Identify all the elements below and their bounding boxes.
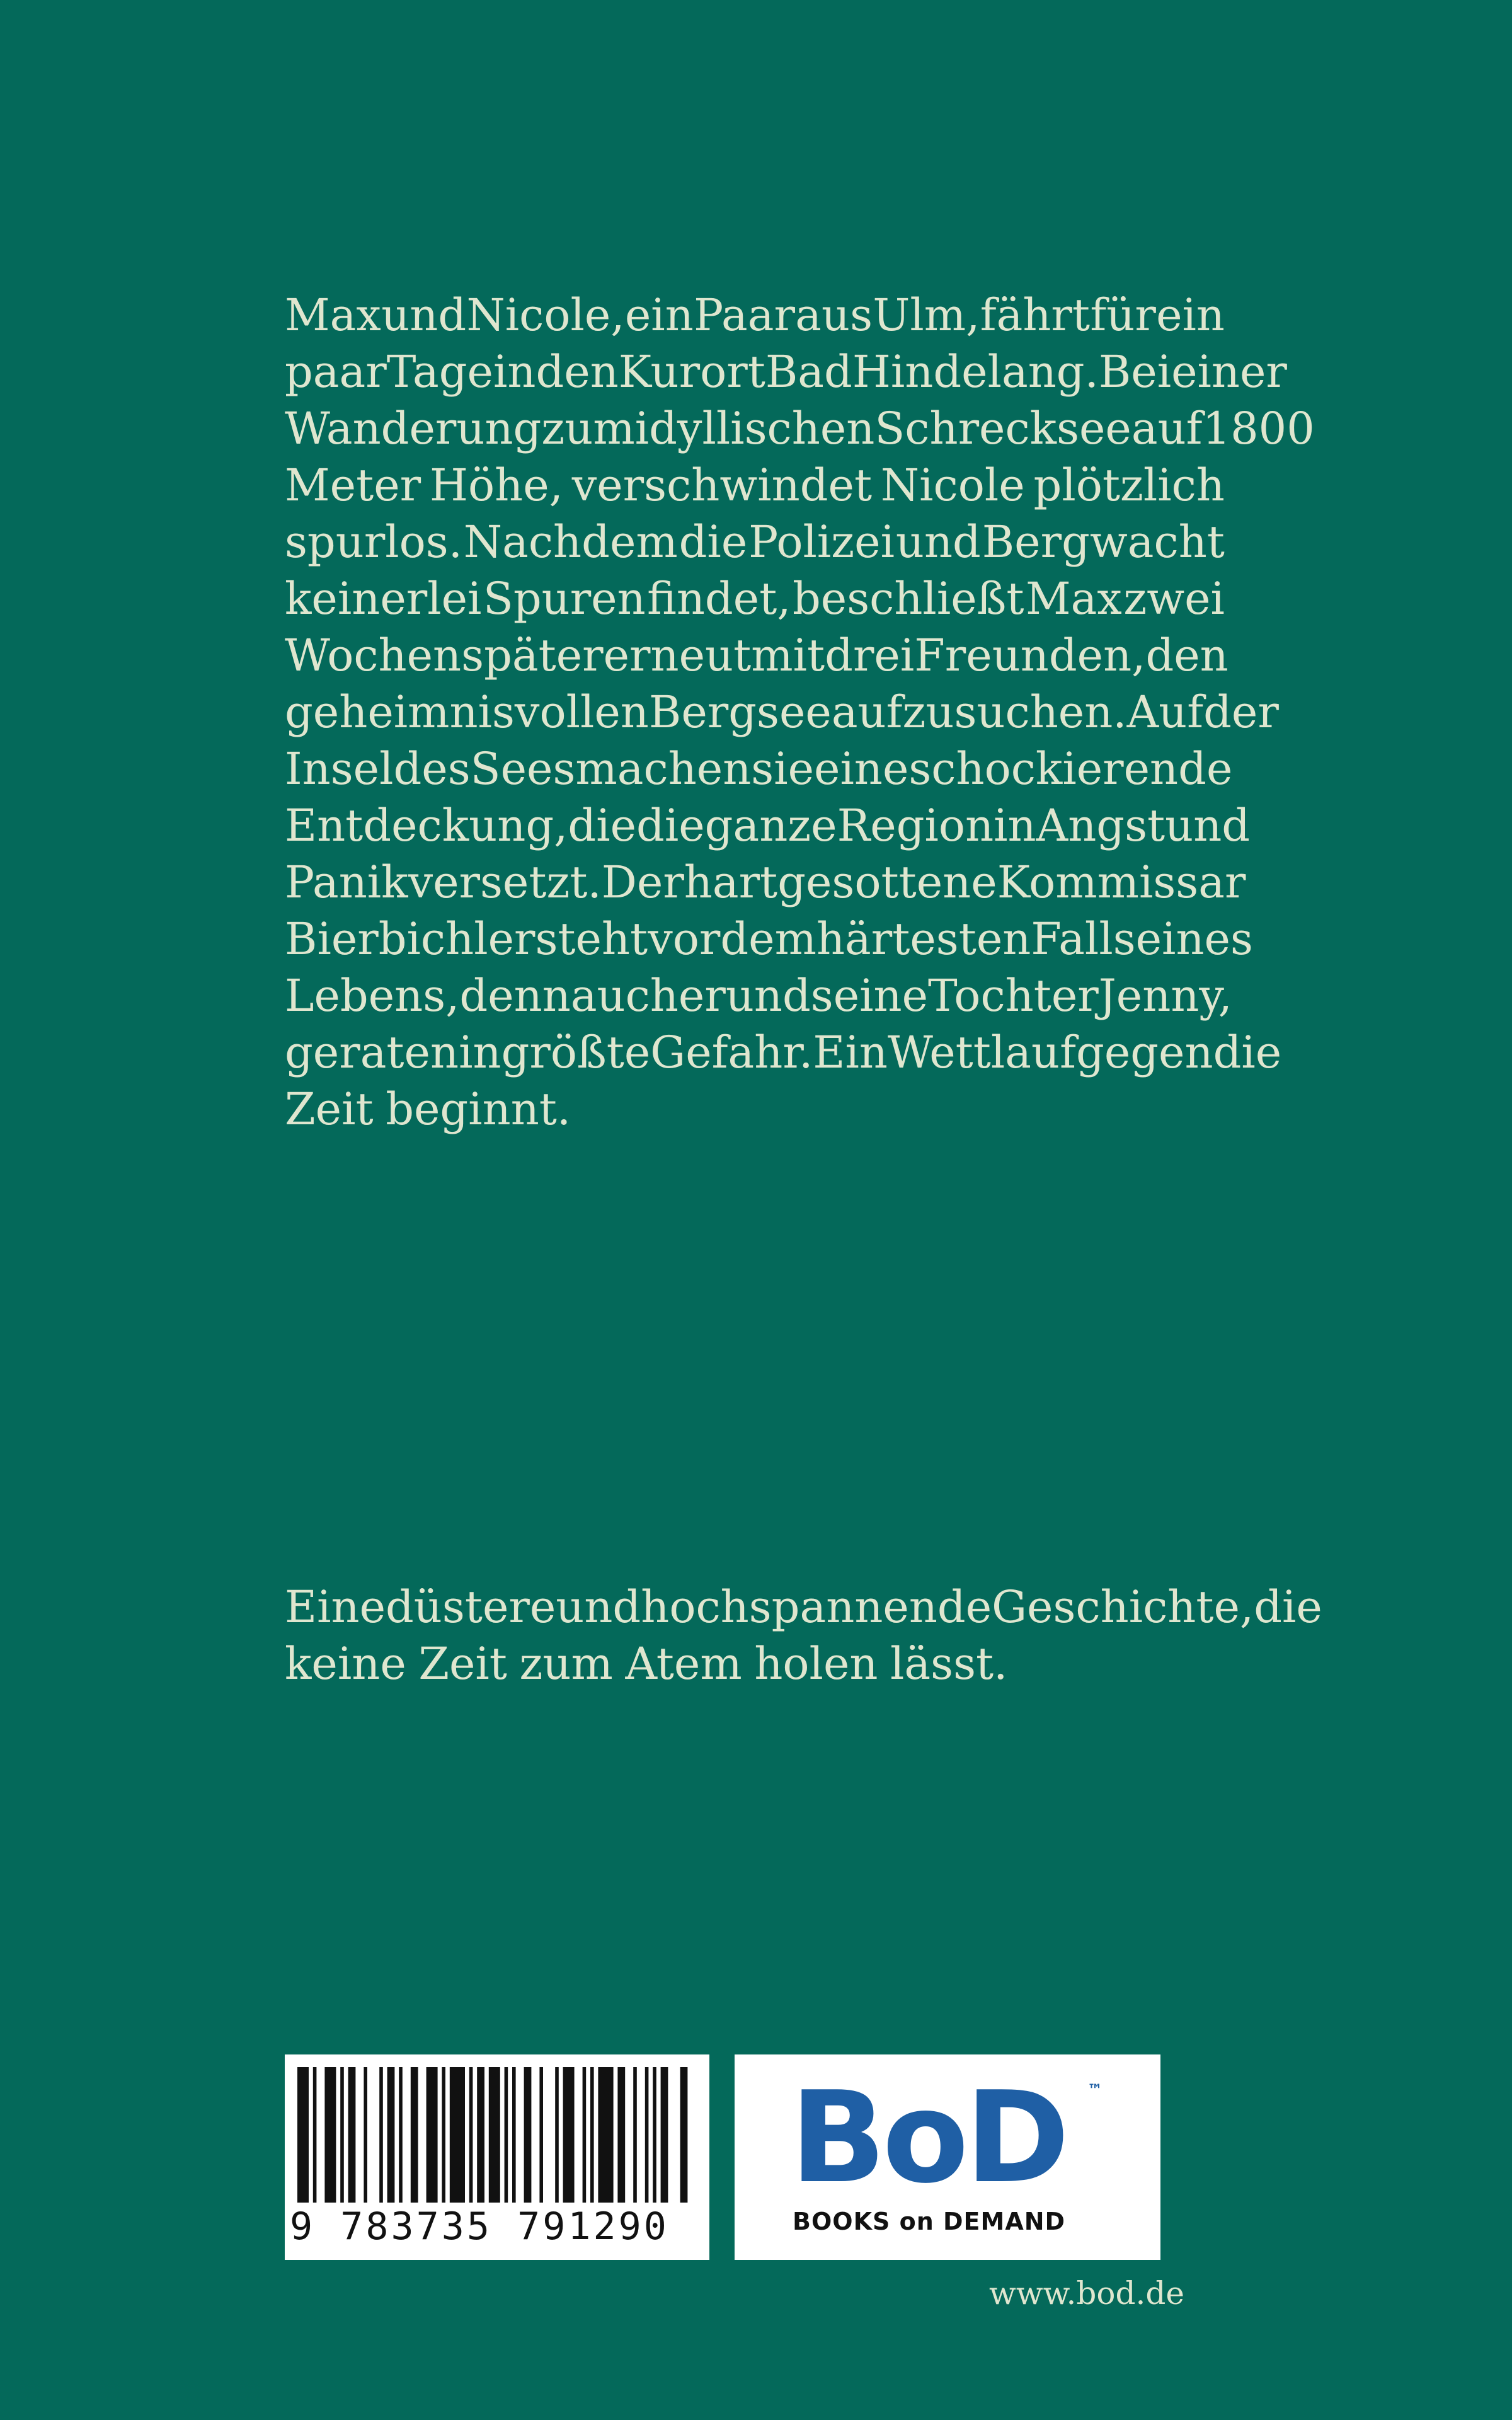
blurb-word: einer xyxy=(1171,346,1287,398)
blurb-word: machen xyxy=(575,743,752,795)
blurb-word: zwei xyxy=(1123,573,1225,625)
blurb-word: aufzusuchen. xyxy=(831,686,1127,738)
blurb-word: und xyxy=(381,289,467,341)
blurb-word: Bergsee xyxy=(648,686,832,738)
blurb-word: plötzlich xyxy=(1033,459,1225,511)
blurb-word: Zeit xyxy=(285,1083,374,1135)
blurb-word: die xyxy=(679,516,748,568)
barcode-bar xyxy=(539,2067,543,2203)
blurb-word: Panik xyxy=(285,856,408,908)
barcode-bar xyxy=(645,2067,649,2203)
blurb-word: Kurort xyxy=(618,346,765,398)
blurb-word: den xyxy=(1145,630,1228,681)
blurb-word: Region xyxy=(837,800,994,851)
barcode-bar xyxy=(512,2067,516,2203)
blurb-word: Nicole, xyxy=(466,289,625,341)
tagline-line xyxy=(285,1579,1322,1635)
blurb-word: Fall xyxy=(1031,913,1113,965)
blurb-word: Jenny, xyxy=(1098,970,1232,1022)
blurb-word: Spuren xyxy=(483,573,646,625)
blurb-word: versetzt. xyxy=(408,856,602,908)
blurb-word: Kommissar xyxy=(997,856,1246,908)
blurb-line xyxy=(285,570,1225,627)
blurb-word: aus xyxy=(795,289,873,341)
barcode-bars xyxy=(297,2067,697,2203)
blurb-word: des xyxy=(393,743,471,795)
blurb-word: Sees xyxy=(470,743,576,795)
barcode-bar xyxy=(411,2067,418,2203)
blurb-word: Gefahr. xyxy=(650,1027,813,1078)
blurb-word: Polizei xyxy=(748,516,895,568)
blurb-line xyxy=(285,287,1225,343)
blurb-word: geraten xyxy=(285,1027,459,1078)
barcode-bar xyxy=(477,2067,484,2203)
blurb-word: in xyxy=(493,346,536,398)
barcode-bar xyxy=(442,2067,445,2203)
blurb-word: findet, xyxy=(647,573,791,625)
blurb-word: Schrecksee xyxy=(874,403,1131,454)
blurb-word: schockierende xyxy=(908,743,1233,795)
blurb-word: fährt xyxy=(980,289,1091,341)
blurb-word: drei xyxy=(825,630,915,681)
publisher-website: www.bod.de xyxy=(989,2275,1184,2312)
blurb-word: und xyxy=(725,970,811,1022)
tagline-word: hochspannende xyxy=(641,1581,992,1633)
blurb-line xyxy=(285,627,1228,684)
blurb-word: und xyxy=(1165,800,1251,851)
blurb-word: sie xyxy=(751,743,815,795)
barcode-bar xyxy=(324,2067,336,2203)
blurb-word: Nicole xyxy=(880,459,1025,511)
tagline-word: düstere xyxy=(386,1581,556,1633)
tagline-word: Geschichte, xyxy=(992,1581,1254,1633)
barcode-bar xyxy=(505,2067,508,2203)
barcode-bar xyxy=(348,2067,356,2203)
blurb-word: seine xyxy=(810,970,929,1022)
tagline-text xyxy=(285,1579,1322,1692)
blurb-word: Hindelang. xyxy=(852,346,1099,398)
barcode-bar xyxy=(633,2067,637,2203)
blurb-word: Tage xyxy=(386,346,493,398)
blurb-word: eine xyxy=(814,743,909,795)
barcode-bar xyxy=(598,2067,613,2203)
blurb-word: Entdeckung, xyxy=(285,800,568,851)
blurb-word: die xyxy=(636,800,705,851)
barcode-bar xyxy=(590,2067,594,2203)
blurb-word: Paar xyxy=(694,289,795,341)
blurb-word: der xyxy=(1203,686,1279,738)
blurb-word: Wanderung xyxy=(285,403,542,454)
barcode-bar xyxy=(583,2067,587,2203)
blurb-word: in xyxy=(994,800,1036,851)
tagline-word: lässt. xyxy=(890,1638,1008,1690)
blurb-word: Bierbichler xyxy=(285,913,536,965)
blurb-word: spurlos. xyxy=(285,516,462,568)
blurb-word: Tochter xyxy=(928,970,1099,1022)
tagline-word: die xyxy=(1254,1581,1322,1633)
barcode-bar xyxy=(313,2067,317,2203)
blurb-word: erneut xyxy=(603,630,752,681)
blurb-word: in xyxy=(459,1027,501,1078)
blurb-word: die xyxy=(568,800,637,851)
blurb-word: mit xyxy=(751,630,825,681)
blurb-word: Höhe, xyxy=(429,459,563,511)
blurb-line xyxy=(285,514,1225,570)
tagline-word: Zeit xyxy=(418,1638,507,1690)
blurb-word: geheimnisvollen xyxy=(285,686,649,738)
blurb-line xyxy=(285,684,1279,740)
blurb-line xyxy=(285,854,1246,911)
bod-logo-text: BoD xyxy=(790,2065,1066,2211)
tagline-word: Eine xyxy=(285,1581,386,1633)
blurb-word: keinerlei xyxy=(285,573,482,625)
blurb-word: Ulm, xyxy=(873,289,980,341)
barcode-bar xyxy=(469,2067,473,2203)
barcode-bar xyxy=(340,2067,344,2203)
blurb-word: ganze xyxy=(704,800,837,851)
blurb-line xyxy=(285,1081,1225,1138)
blurb-word: ein xyxy=(1156,289,1225,341)
blurb-word: denn xyxy=(459,970,571,1022)
barcode-bar xyxy=(427,2067,438,2203)
blurb-word: Wettlauf xyxy=(887,1027,1077,1078)
blurb-word: Angst xyxy=(1036,800,1166,851)
barcode-bar xyxy=(450,2067,465,2203)
barcode-bar xyxy=(563,2067,575,2203)
barcode-bar xyxy=(387,2067,395,2203)
blurb-word: Freunden, xyxy=(914,630,1146,681)
blurb-word: steht xyxy=(535,913,648,965)
blurb-word: den xyxy=(536,346,619,398)
blurb-word: härtesten xyxy=(816,913,1031,965)
blurb-line xyxy=(285,1024,1282,1081)
blurb-text xyxy=(285,287,1315,1138)
isbn-number: 9 783735 791290 xyxy=(290,2204,669,2249)
blurb-word: verschwindet xyxy=(571,459,873,511)
bod-subline: BOOKS on DEMAND xyxy=(793,2208,1066,2235)
blurb-word: hartgesottene xyxy=(684,856,997,908)
barcode-bar xyxy=(297,2067,309,2203)
blurb-word: später xyxy=(461,630,604,681)
blurb-word: vor xyxy=(648,913,721,965)
blurb-word: Max xyxy=(1025,573,1122,625)
blurb-line xyxy=(285,967,1232,1024)
blurb-word: Nachdem xyxy=(463,516,678,568)
barcode-bar xyxy=(364,2067,367,2203)
barcode-bar xyxy=(661,2067,668,2203)
blurb-line xyxy=(285,400,1315,457)
publisher-logo xyxy=(735,2054,1160,2260)
blurb-word: gegen xyxy=(1076,1027,1213,1078)
blurb-word: Bad xyxy=(765,346,852,398)
trademark-mark: ™ xyxy=(1087,2081,1102,2099)
blurb-line xyxy=(285,797,1251,854)
blurb-word: Meter xyxy=(285,459,421,511)
barcode-bar xyxy=(399,2067,403,2203)
tagline-word: holen xyxy=(754,1638,878,1690)
blurb-line xyxy=(285,457,1225,514)
blurb-word: Wochen xyxy=(285,630,462,681)
blurb-word: größte xyxy=(501,1027,651,1078)
barcode-bar xyxy=(489,2067,500,2203)
barcode-bar xyxy=(653,2067,656,2203)
blurb-word: auch xyxy=(570,970,679,1022)
tagline-word: Atem xyxy=(625,1638,742,1690)
tagline-word: keine xyxy=(285,1638,406,1690)
barcode-bar xyxy=(524,2067,532,2203)
blurb-line xyxy=(285,740,1233,797)
blurb-word: seines xyxy=(1113,913,1253,965)
blurb-word: Max xyxy=(285,289,381,341)
isbn-barcode xyxy=(285,2054,709,2260)
blurb-word: für xyxy=(1090,289,1156,341)
blurb-word: dem xyxy=(720,913,816,965)
blurb-word: Bei xyxy=(1098,346,1172,398)
barcode-bar xyxy=(379,2067,383,2203)
blurb-word: die xyxy=(1213,1027,1282,1078)
barcode-bar xyxy=(555,2067,559,2203)
blurb-word: Lebens, xyxy=(285,970,460,1022)
blurb-word: Ein xyxy=(813,1027,888,1078)
tagline-word: zum xyxy=(519,1638,613,1690)
blurb-line xyxy=(285,343,1287,400)
blurb-word: ein xyxy=(624,289,694,341)
blurb-word: Der xyxy=(601,856,684,908)
blurb-word: und xyxy=(895,516,981,568)
blurb-line xyxy=(285,911,1253,967)
blurb-word: beschließt xyxy=(792,573,1024,625)
blurb-word: auf xyxy=(1131,403,1203,454)
tagline-word: und xyxy=(556,1581,641,1633)
blurb-word: Bergwacht xyxy=(982,516,1225,568)
blurb-word: paar xyxy=(285,346,387,398)
barcode-bar xyxy=(617,2067,625,2203)
blurb-word: idyllischen xyxy=(634,403,875,454)
blurb-word: 1800 xyxy=(1202,403,1315,454)
blurb-word: zum xyxy=(541,403,635,454)
barcode-bar xyxy=(680,2067,688,2203)
tagline-line xyxy=(285,1635,1225,1692)
blurb-word: er xyxy=(678,970,726,1022)
blurb-word: beginnt. xyxy=(386,1083,571,1135)
blurb-word: Auf xyxy=(1126,686,1204,738)
blurb-word: Insel xyxy=(285,743,394,795)
